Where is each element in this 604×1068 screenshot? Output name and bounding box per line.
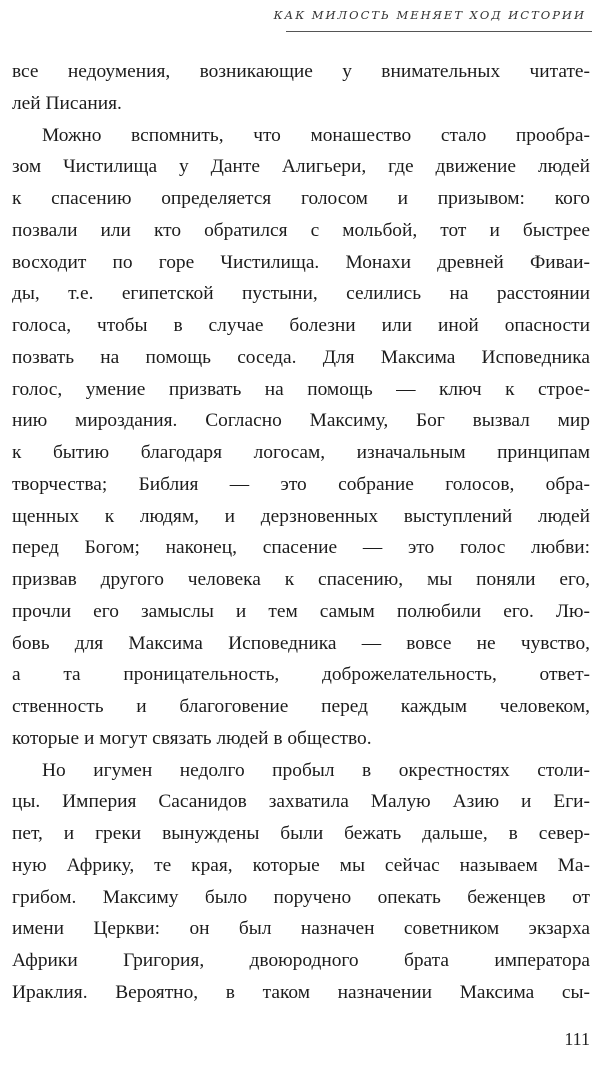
text-line: к бытию благодаря логосам, изначальным принципам	[12, 442, 590, 463]
text-line: грибом. Максиму было поручено опекать беженцев от	[12, 886, 590, 908]
text-line: призвав другого человека к спасению, мы поняли его,	[12, 569, 590, 590]
text-line: голос, умение призвать на помощь — ключ к строе-	[12, 378, 590, 400]
text-line: ственность и благоговение перед каждым человеком,	[12, 696, 590, 717]
text-line: голоса, чтобы в случае болезни или иной опасности	[12, 315, 590, 336]
text-line: прочли его замыслы и тем самым полюбили его. Лю-	[12, 600, 590, 622]
body-text	[12, 56, 590, 1009]
text-line: Но игумен недолго пробыл в окрестностях столи-	[42, 759, 590, 781]
text-line: Африки Григория, двоюродного брата императора	[12, 950, 590, 971]
text-line: ды, т.е. египетской пустыни, селились на расстоянии	[12, 283, 590, 305]
text-line: перед Богом; наконец, спасение — это голос любви:	[12, 537, 590, 559]
text-line: Ираклия. Вероятно, в таком назначении Максима сы-	[12, 981, 590, 1003]
text-line: позвать на помощь соседа. Для Максима Исповедника	[12, 346, 590, 368]
text-line: которые и могут связать людей в общество.	[12, 727, 372, 749]
running-head: КАК МИЛОСТЬ МЕНЯЕТ ХОД ИСТОРИИ	[273, 8, 586, 22]
text-line: имени Церкви: он был назначен советником экзарха	[12, 918, 590, 940]
text-line: щенных к людям, и дерзновенных выступлений людей	[12, 505, 590, 527]
text-line: к спасению определяется голосом и призывом: кого	[12, 188, 590, 209]
text-line: Можно вспомнить, что монашество стало прообра-	[42, 124, 590, 146]
text-line: цы. Империя Сасанидов захватила Малую Азию и Еги-	[12, 791, 590, 813]
text-line: все недоумения, возникающие у внимательных читате-	[12, 61, 590, 82]
text-line: нию мироздания. Согласно Максиму, Бог вызвал мир	[12, 410, 590, 432]
text-line: восходит по горе Чистилища. Монахи древней Фиваи-	[12, 251, 590, 273]
text-line: ную Африку, те края, которые мы сейчас называем Ма-	[12, 854, 590, 876]
text-line: позвали или кто обратился с мольбой, тот и быстрее	[12, 219, 590, 241]
text-line: а та проницательность, доброжелательность, ответ-	[12, 664, 590, 686]
text-line: творчества; Библия — это собрание голосов, обра-	[12, 473, 590, 495]
running-head-rule	[286, 31, 592, 32]
text-line: зом Чистилища у Данте Алигьери, где движение людей	[12, 156, 590, 178]
text-line: бовь для Максима Исповедника — вовсе не чувство,	[12, 632, 590, 654]
text-line: пет, и греки вынуждены были бежать дальше, в север-	[12, 823, 590, 844]
text-line: лей Писания.	[12, 92, 122, 114]
page-number: 111	[564, 1029, 590, 1049]
